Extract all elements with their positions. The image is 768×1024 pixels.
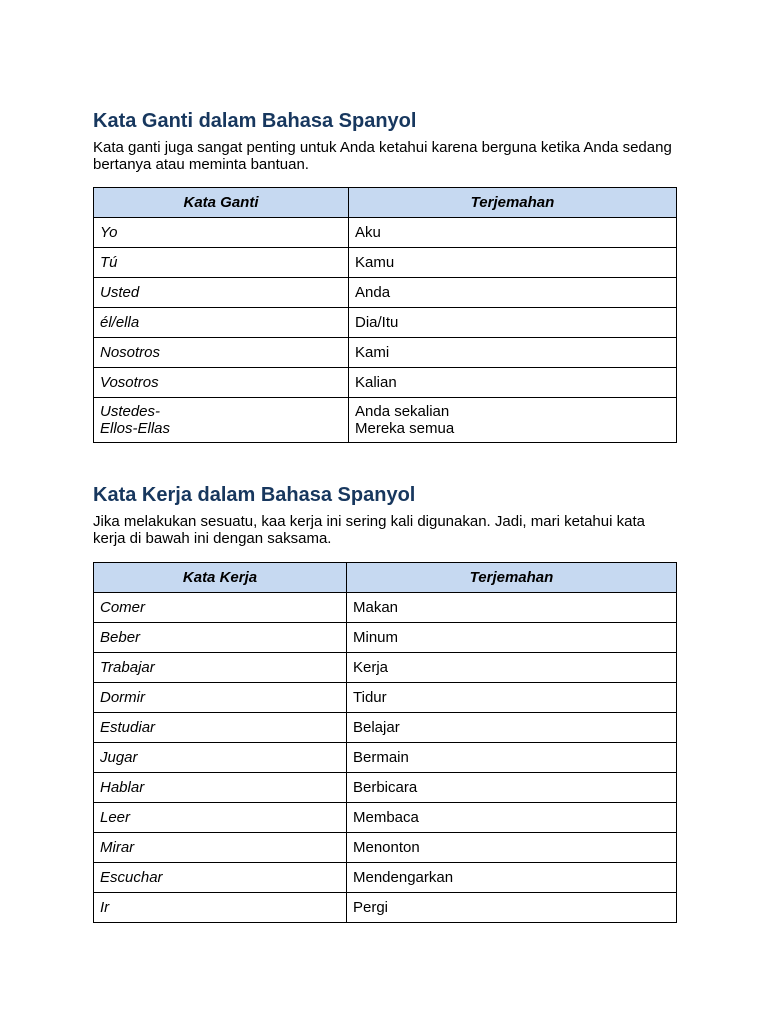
table-row [94, 368, 677, 398]
translation-cell [349, 218, 677, 248]
translation-cell [347, 773, 677, 803]
translation-cell-text: Anda [355, 284, 391, 301]
term-cell-text: Usted [100, 284, 140, 301]
translation-cell-text: Minum [353, 629, 399, 646]
pronouns-title: Kata Ganti dalam Bahasa Spanyol [93, 110, 417, 132]
term-cell [94, 743, 347, 773]
term-cell [94, 713, 347, 743]
verbs-header-translation: Terjemahan [347, 563, 677, 593]
translation-cell [347, 893, 677, 923]
table-row [94, 218, 677, 248]
translation-cell-text: Mendengarkan [353, 869, 454, 886]
pronouns-header-term: Kata Ganti [94, 188, 349, 218]
table-row [94, 338, 677, 368]
translation-cell-text: Kami [355, 344, 390, 361]
translation-cell [347, 833, 677, 863]
translation-cell-text: Makan [353, 599, 399, 616]
table-row [94, 773, 677, 803]
term-cell-text: Trabajar [100, 659, 155, 676]
pronouns-table [93, 187, 677, 443]
translation-cell [349, 278, 677, 308]
translation-cell-text: Belajar [353, 719, 400, 736]
term-cell [94, 368, 349, 398]
verbs-header-row [94, 563, 677, 593]
term-cell-text: Comer [100, 599, 146, 616]
translation-cell [347, 713, 677, 743]
term-cell-text: Yo [100, 224, 118, 241]
translation-cell [349, 338, 677, 368]
translation-cell [347, 803, 677, 833]
translation-cell [347, 623, 677, 653]
verbs-table [93, 562, 677, 923]
term-cell [94, 833, 347, 863]
term-cell [94, 278, 349, 308]
pronouns-header-translation: Terjemahan [349, 188, 677, 218]
term-cell-text: Nosotros [100, 344, 161, 361]
pronouns-table-body [94, 218, 677, 443]
term-cell [94, 623, 347, 653]
term-cell-text: Dormir [100, 689, 145, 706]
pronouns-header-row [94, 188, 677, 218]
verbs-title: Kata Kerja dalam Bahasa Spanyol [93, 484, 416, 506]
term-cell-text: Ustedes- [100, 403, 161, 420]
term-cell-text: Tú [100, 254, 118, 271]
term-cell-text: Hablar [100, 779, 145, 796]
verbs-section [93, 482, 676, 923]
term-cell [94, 803, 347, 833]
table-row [94, 593, 677, 623]
translation-cell-text: Berbicara [353, 779, 418, 796]
term-cell [94, 653, 347, 683]
term-cell-text: Leer [100, 809, 131, 826]
pronouns-intro: Kata ganti juga sangat penting untuk Anda ketahui karena berguna ketika Anda sedang bertanya atau meminta bantuan. [93, 139, 672, 173]
verbs-header-term: Kata Kerja [94, 563, 347, 593]
translation-cell-text: Menonton [353, 839, 420, 856]
term-cell [94, 863, 347, 893]
term-cell-text: Ellos-Ellas [100, 420, 171, 437]
table-row [94, 713, 677, 743]
table-row [94, 623, 677, 653]
term-cell [94, 308, 349, 338]
translation-cell [347, 653, 677, 683]
term-cell-text: Beber [100, 629, 141, 646]
table-row [94, 278, 677, 308]
translation-cell-text: Tidur [353, 689, 387, 706]
term-cell [94, 338, 349, 368]
translation-cell-text: Membaca [353, 809, 419, 826]
verbs-intro: Jika melakukan sesuatu, kaa kerja ini sering kali digunakan. Jadi, mari ketahui kata kerja di bawah ini dengan saksama. [93, 513, 645, 547]
table-row [94, 833, 677, 863]
translation-cell [349, 248, 677, 278]
term-cell [94, 683, 347, 713]
verbs-table-body [94, 593, 677, 923]
table-row [94, 308, 677, 338]
term-cell [94, 218, 349, 248]
term-cell-text: Escuchar [100, 869, 163, 886]
term-cell-text: él/ella [100, 314, 140, 331]
translation-cell [347, 743, 677, 773]
translation-cell [347, 683, 677, 713]
translation-cell [349, 308, 677, 338]
translation-cell-text: Aku [355, 224, 381, 241]
table-row [94, 803, 677, 833]
term-cell-text: Ir [100, 899, 110, 916]
translation-cell-text: Bermain [353, 749, 409, 766]
pronouns-section [93, 108, 676, 443]
term-cell [94, 398, 349, 443]
term-cell [94, 248, 349, 278]
translation-cell-text: Pergi [353, 899, 389, 916]
term-cell [94, 773, 347, 803]
term-cell-text: Vosotros [100, 374, 159, 391]
translation-cell [349, 368, 677, 398]
translation-cell-text: Kamu [355, 254, 395, 271]
table-row [94, 893, 677, 923]
table-row [94, 683, 677, 713]
translation-cell-text: Kalian [355, 374, 397, 391]
translation-cell [349, 398, 677, 443]
translation-cell-text: Kerja [353, 659, 389, 676]
table-row [94, 863, 677, 893]
term-cell-text: Estudiar [100, 719, 156, 736]
term-cell [94, 893, 347, 923]
translation-cell [347, 863, 677, 893]
term-cell-text: Jugar [100, 749, 138, 766]
translation-cell-text: Mereka semua [355, 420, 455, 437]
table-row [94, 398, 677, 443]
term-cell-text: Mirar [100, 839, 135, 856]
table-row [94, 653, 677, 683]
translation-cell-text: Dia/Itu [355, 314, 399, 331]
translation-cell [347, 593, 677, 623]
table-row [94, 248, 677, 278]
table-row [94, 743, 677, 773]
term-cell [94, 593, 347, 623]
translation-cell-text: Anda sekalian [355, 403, 450, 420]
